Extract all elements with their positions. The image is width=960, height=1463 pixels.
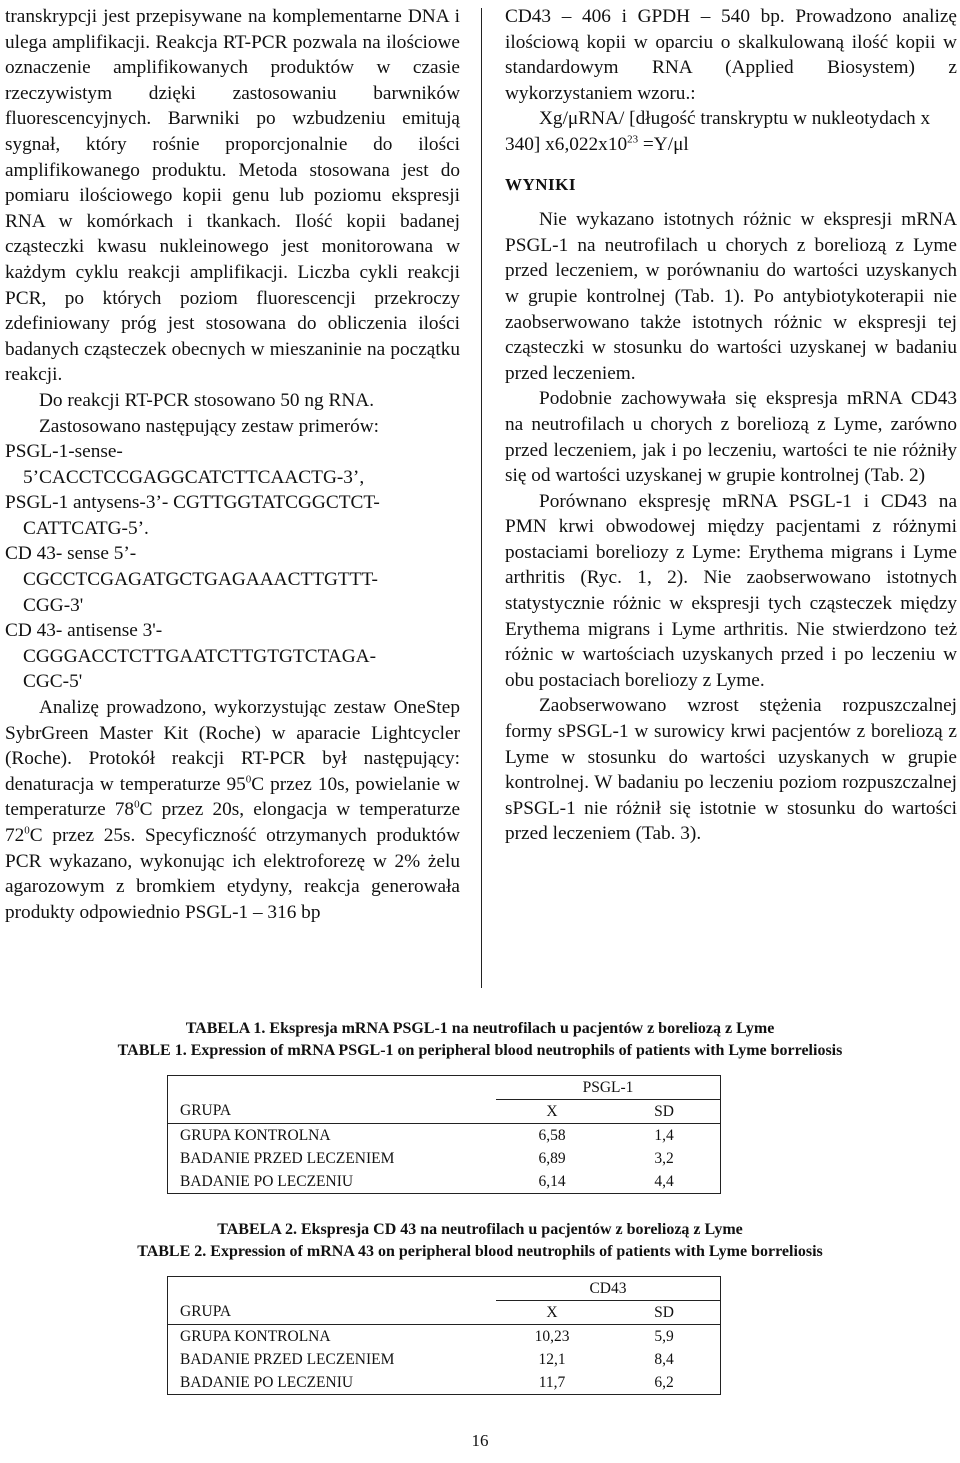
table-row — [168, 1124, 721, 1148]
primer-line: CGC-5' — [23, 671, 83, 693]
page-number: 16 — [471, 1431, 489, 1450]
table-caption: TABLE 2. Expression of mRNA 43 on peripheral blood neutrophils of patients with Lyme borreliosis — [137, 1243, 823, 1260]
table-header: X — [496, 1100, 608, 1124]
text-run: C przez 20s, elongacja w temperaturze 72 — [5, 799, 461, 846]
paragraph — [5, 695, 460, 925]
table-cell — [168, 1076, 497, 1100]
paragraph: Nie wykazano istotnych różnic w ekspresji mRNA PSGL-1 na neutrofilach u chorych z boreliozą z Lyme przed leczeniem, w porównaniu do wartości uzyskanych w grupie kontrolnej (Tab. 1). Po antybiotykoterapii nie zaobserwowano także istotnych różnic w ekspresji tej cząsteczki w stosunku do wartości uzyskanej w badaniu przed leczeniem. — [505, 209, 957, 384]
superscript: 0 — [24, 824, 30, 837]
paragraph: Podobnie zachowywała się ekspresja mRNA CD43 na neutrofilach u chorych z boreliozą z Lyme, zarówno przed leczeniem, jak i po leczeniu, wartości te nie różniły się od wartości uzyskanej w grupie kontrolnej (Tab. 2) — [505, 388, 957, 487]
table-row — [168, 1147, 721, 1170]
data-table — [167, 1075, 721, 1194]
primer-line: CGCCTCGAGATGCTGAGAAACTTGTTT- — [23, 569, 378, 591]
section-heading: WYNIKI — [505, 174, 577, 194]
table-cell: 8,4 — [608, 1348, 721, 1371]
right-column — [505, 4, 957, 847]
table-cell: 6,89 — [538, 1149, 566, 1167]
primer-line: CGG-3' — [23, 594, 84, 616]
paragraph: Zastosowano następujący zestaw primerów: — [39, 415, 379, 437]
table-header: GRUPA — [168, 1100, 497, 1124]
primer-line: CD 43- antisense 3'- — [5, 620, 163, 642]
table-cell: 10,23 — [534, 1327, 570, 1345]
text-run: =Y/μl — [638, 133, 689, 155]
paragraph: transkrypcji jest przepisywane na komplementarne DNA i ulega amplifikacji. Reakcja RT-PCR pozwala na ilościowe oznaczenie amplifikowanych produktów w czasie rzeczywistym dzięki zastosowaniu barwników fluorescencyjnych. Barwniki po wzbudzeniu emitują sygnał, który rośnie proporcjonalnie do ilości amplifikowanego produktu. Metoda stosowana jest do pomiaru ilościowego kopii genu lub poziomu ekspresji RNA w komórkach i tkankach. Ilość kopii badanej cząsteczki kwasu nukleinowego jest monitorowana w każdym cyklu reakcji amplifikacji. Liczba cykli reakcji PCR, po których poziom fluorescencji przekroczy zdefiniowany próg jest stosowana do obliczenia ilości badanych cząsteczek obecnych w mieszaninie na początku reakcji. — [5, 6, 460, 386]
table-cell: BADANIE PRZED LECZENIEM — [168, 1348, 497, 1371]
table-cell: 3,2 — [608, 1147, 721, 1170]
data-table — [167, 1276, 721, 1395]
primer-line: PSGL-1-sense- — [5, 441, 123, 463]
primer-line: PSGL-1 antysens-3’- CGTTGGTATCGGCTCT- — [5, 492, 380, 514]
text-run: Xg/μRNA/ [długość transkryptu w nukleotydach x 340] x6,022x10 — [505, 108, 931, 155]
table-row — [168, 1170, 721, 1194]
formula — [505, 106, 957, 157]
table-group-header: PSGL-1 — [496, 1076, 721, 1100]
table-header: SD — [608, 1301, 721, 1325]
text-run: C przez 10s, powielanie w temperaturze 78 — [5, 773, 461, 821]
superscript: 0 — [245, 773, 252, 786]
paragraph: Zaobserwowano wzrost stężenia rozpuszczalnej formy sPSGL-1 w surowicy krwi pacjentów z boreliozą z Lyme w stosunku do wartości uzyskanych w grupie kontrolnej. W badaniu po leczeniu poziom rozpuszczalnej sPSGL-1 nie różnił się istotnie w stosunku do wartości przed leczeniem (Tab. 3). — [505, 695, 957, 845]
table-cell: BADANIE PO LECZENIU — [168, 1371, 497, 1395]
table-cell: BADANIE PRZED LECZENIEM — [168, 1147, 497, 1170]
primer-line: CD 43- sense 5’- — [5, 543, 137, 565]
table-cell: BADANIE PO LECZENIU — [168, 1170, 497, 1194]
table-row — [168, 1348, 721, 1371]
table-cell — [168, 1277, 497, 1301]
text-run: C przez 25s. Specyficzność otrzymanych produktów PCR wykazano, wykonując ich elektroforezę w 2% żelu agarozowym z bromkiem etydyny, reakcja generowała produkty odpowiednio PSGL-1 – 316 bp — [5, 825, 460, 923]
left-column — [5, 4, 460, 925]
primer-line: 5’CACCTCCGAGGCATCTTCAACTG-3’, — [23, 466, 365, 488]
table-caption: TABELA 1. Ekspresja mRNA PSGL-1 na neutrofilach u pacjentów z boreliozą z Lyme — [185, 1020, 775, 1037]
table-cell: 5,9 — [608, 1325, 721, 1349]
table-cell: 1,4 — [608, 1124, 721, 1148]
paragraph: CD43 – 406 i GPDH – 540 bp. Prowadzono analizę ilościową kopii w oparciu o skalkulowaną ilość kopii w standardowym RNA (Applied Biosystem) z wykorzystaniem wzoru.: — [505, 6, 957, 104]
text-run: Analizę prowadzono, wykorzystując zestaw OneStep SybrGreen Master Kit (Roche) w aparacie Lightcycler (Roche). Protokół reakcji RT-PCR był następujący: denaturacja w temperaturze 95 — [5, 697, 460, 795]
paragraph: Do reakcji RT-PCR stosowano 50 ng RNA. — [39, 389, 375, 411]
table-caption: TABLE 1. Expression of mRNA PSGL-1 on peripheral blood neutrophils of patients with Lyme borreliosis — [117, 1042, 843, 1059]
table-row — [168, 1325, 721, 1349]
table-cell: 11,7 — [496, 1371, 608, 1395]
table-row — [168, 1371, 721, 1395]
table-cell: 6,2 — [608, 1371, 721, 1395]
table-cell: 6,58 — [538, 1126, 566, 1144]
table-header: X — [496, 1301, 608, 1325]
primer-line: CGGGACCTCTTGAATCTTGTGTCTAGA- — [23, 645, 376, 667]
table-group-header: CD43 — [496, 1277, 721, 1301]
paragraph: Porównano ekspresję mRNA PSGL-1 i CD43 na PMN krwi obwodowej między pacjentami z różnymi postaciami boreliozy z Lyme: Erythema migrans i Lyme arthritis (Ryc. 1, 2). Nie zaobserwowano istotnych statystycznie różnic w ekspresji tych cząsteczek między Erythema migrans i Lyme arthritis. Nie stwierdzono też różnic w wartościach uzyskanych przed i po leczeniu w obu postaciach boreliozy z Lyme. — [505, 490, 957, 691]
superscript: 0 — [134, 798, 140, 811]
table-cell: GRUPA KONTROLNA — [168, 1325, 497, 1349]
table-cell: 12,1 — [538, 1350, 566, 1368]
table-cell: 4,4 — [608, 1170, 721, 1194]
superscript: 23 — [627, 133, 639, 146]
table-cell: GRUPA KONTROLNA — [168, 1124, 497, 1148]
table-cell: 6,14 — [496, 1170, 608, 1194]
column-divider — [481, 8, 482, 988]
primer-line: CATTCATG-5’. — [23, 517, 149, 539]
table-caption: TABELA 2. Ekspresja CD 43 na neutrofilach u pacjentów z boreliozą z Lyme — [217, 1221, 743, 1238]
table-header: SD — [608, 1100, 721, 1124]
table-header: GRUPA — [168, 1301, 497, 1325]
